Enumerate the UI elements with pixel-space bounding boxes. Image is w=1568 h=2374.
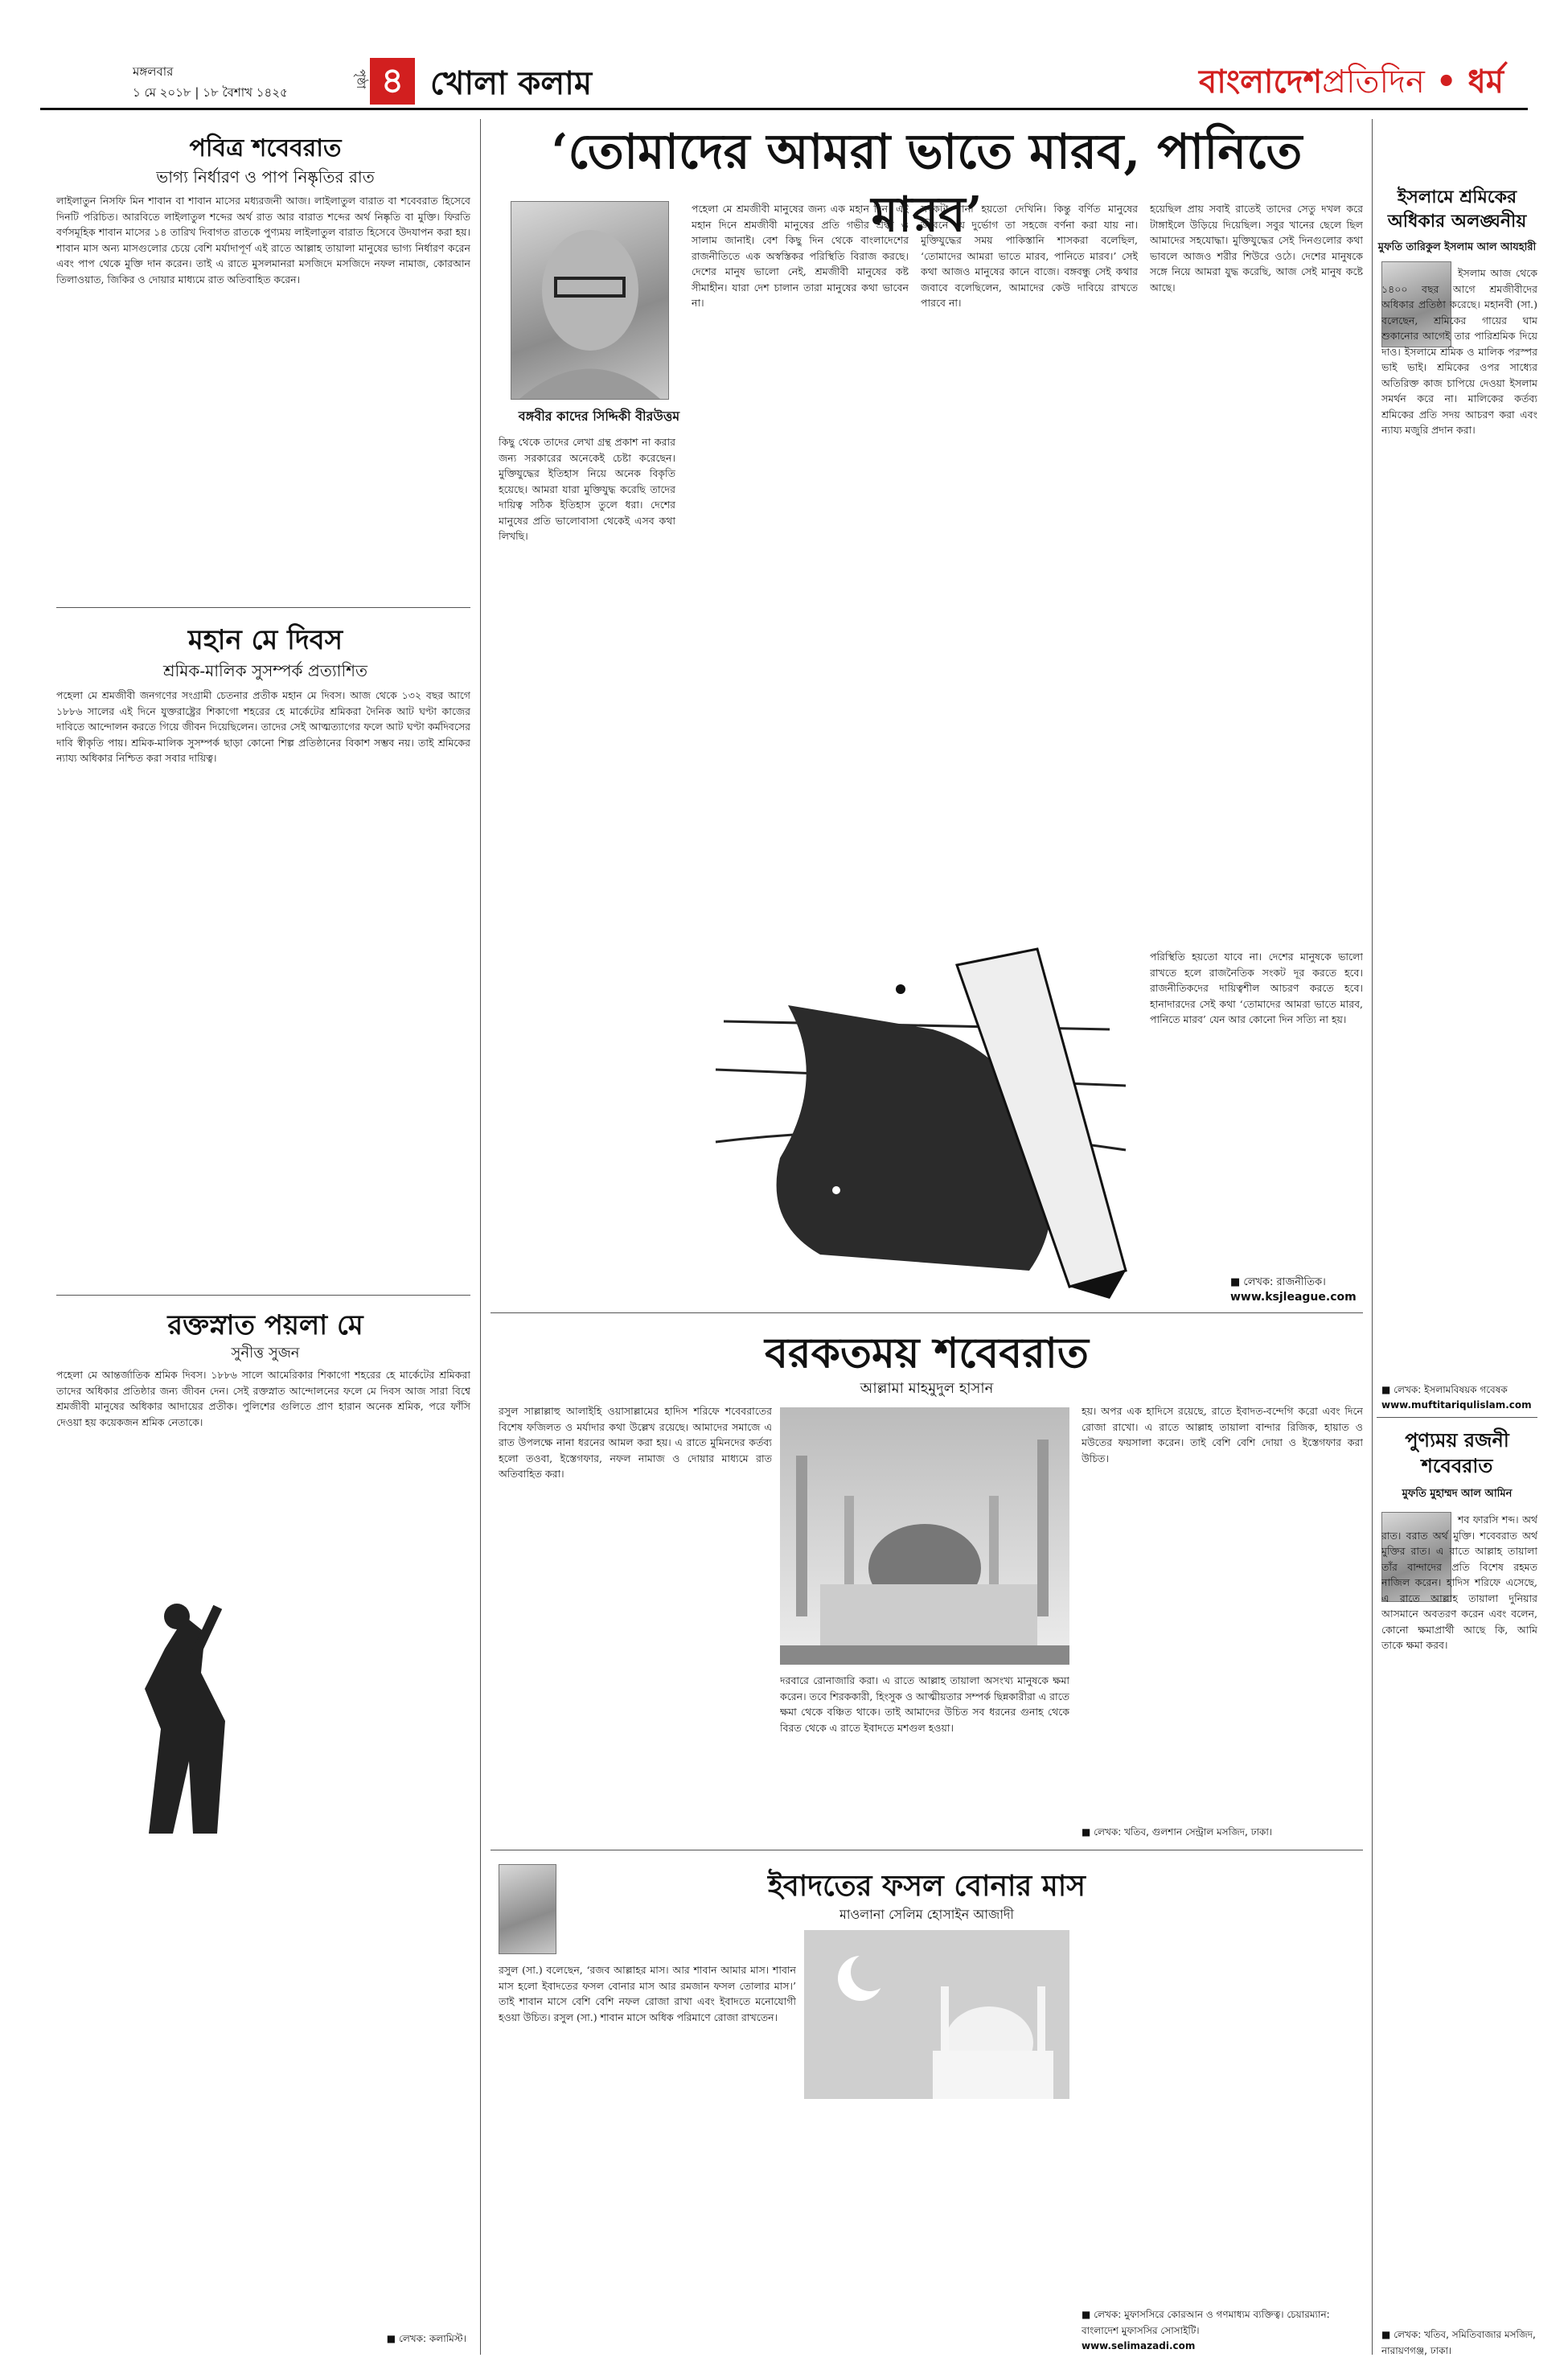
main-body-col3b: পরিস্থিতি হয়তো যাবে না। দেশের মানুষকে ভালো রাখতে হলে রাজনৈতিক সংকট দূর করতে হবে। রাজনীতিকদের দায়িত্বশীল আচরণ করতে হবে। হানাদারদের সেই কথা ‘তোমাদের আমরা ভাতে মারব, পানিতে মারব’ যেন আর কোনো দিন সত্যি না হয়।	[1150, 951, 1363, 1025]
bottom-article-2-title: ইবাদতের ফসল বোনার মাস	[768, 1869, 1086, 1903]
masthead	[1199, 56, 1504, 110]
bottom-article-2-body: রসুল (সা.) বলেছেন, ‘রজব আল্লাহর মাস। আর শাবান আমার মাস। শাবান মাস হলো ইবাদতের ফসল বোনার মাস আর রমজান ফসল তোলার মাস।’ তাই শাবান মাসে বেশি বেশি নফল রোজা রাখা এবং ইবাদতে মনোযোগী হওয়া উচিত। রসুল (সা.) শাবান মাসে অধিক পরিমাণে রোজা রাখতেন।	[499, 1964, 796, 2023]
bottom-article-1-title: বরকতময় শবেবরাত	[765, 1329, 1089, 1378]
moon-mosque-image	[804, 1930, 1069, 2099]
main-body-col2: সবকটা ধানা হয়তো দেখিনি। কিন্তু বর্ণিত মানুষের জীবনে যে দুর্ভোগ তা সহজে বর্ণনা করা যায় না। মুক্তিযুদ্ধের সময় পাকিস্তানি শাসকরা বলেছিল, ‘তোমাদের আমরা ভাতে মারব, পানিতে মারব।’ সেই কথা আজও মানুষের কানে বাজে। বঙ্গবন্ধু সেই কথার জবাবে বলেছিলেন, আমাদের কেউ দাবিয়ে রাখতে পারবে না।	[921, 203, 1138, 309]
right-article-1-footer: ■ লেখক: ইসলামবিষয়ক গবেষক	[1381, 1384, 1508, 1395]
brand-part-b: প্রতিদিন	[1322, 64, 1425, 101]
rule	[56, 1295, 470, 1296]
article-1-body: লাইলাতুন নিসফি মিন শাবান বা শাবান মাসের মধ্যরজনী আজ। লাইলাতুল বারাত বা শবেবরাত হিসেবে দিনটি পরিচিত। আরবিতে লাইলাতুল শব্দের অর্থ রাত আর বারাত শব্দের অর্থ নিষ্কৃতি বা মুক্তি। ফিরতি বর্ণসমূহিক শাবান মাসের ১৪ তারিখ দিবাগত রাতকে পুণ্যময় লাইলাতুল বারাত হিসেবে উদযাপন করা হয়। শাবান মাস অন্য মাসগুলোর চেয়ে বেশি মর্যাদাপূর্ণ এই রাতে আল্লাহ তায়ালা মানুষের ভাগ্য নির্ধারণ করেন এবং পাপ থেকে মুক্তি দান করেন। তাই এ রাতে মুসলমানরা মসজিদে মসজিদে নফল নামাজ, কোরআন তিলাওয়াত, জিকির ও দোয়ার মাধ্যমে রাত অতিবাহিত করেন।	[56, 195, 470, 285]
main-website: www.ksjleague.com	[1230, 1291, 1357, 1304]
column-divider-right	[1372, 119, 1373, 2355]
bottom-article-1-body-c: হয়। অপর এক হাদিসে রয়েছে, রাতে ইবাদত-বন্দেগি করো এবং দিনে রোজা রাখো। এ রাতে আল্লাহ তায়ালা বান্দার রিজিক, হায়াত ও মউতের ফয়সালা করেন। তাই বেশি বেশি দোয়া ও ইস্তেগফার করা উচিত।	[1082, 1405, 1363, 1464]
bottom-article-1-footer: ■ লেখক: খতিব, গুলশান সেন্ট্রাল মসজিদ, ঢাকা।	[1082, 1826, 1273, 1838]
main-body-col1: পহেলা মে শ্রমজীবী মানুষের জন্য এক মহান দিন। এই মহান দিনে শ্রমজীবী মানুষের প্রতি গভীর শ্রদ্ধা ও সালাম জানাই। বেশ কিছু দিন থেকে বাংলাদেশের রাজনীতিতে এক অস্বস্তিকর পরিস্থিতি বিরাজ করছে। দেশের মানুষ ভালো নেই, শ্রমজীবী মানুষের কষ্ট সীমাহীন। যারা দেশ চালান তারা মানুষের কথা ভাবেন না।	[692, 203, 909, 309]
article-2-title: মহান মে দিবস	[187, 624, 343, 656]
worker-silhouette-illustration	[129, 1600, 249, 1842]
article-1-title: পবিত্র শবেবরাত	[189, 134, 342, 162]
main-headline: ‘তোমাদের আমরা ভাতে মারব, পানিতে মারব’	[551, 124, 1303, 243]
page-label: পৃষ্ঠা	[354, 69, 368, 89]
header-rule	[40, 108, 1528, 110]
right-article-1-title: ইসলামে শ্রমিকের অধিকার অলঙ্ঘনীয়	[1387, 187, 1527, 232]
portrait-icon	[511, 202, 668, 399]
right-article-1-body: ইসলাম আজ থেকে ১৪০০ বছর আগে শ্রমজীবীদের অধিকার প্রতিষ্ঠা করেছে। মহানবী (সা.) বলেছেন, শ্রমিকের গায়ের ঘাম শুকানোর আগেই তার পারিশ্রমিক দিয়ে দাও। ইসলামে শ্রমিক ও মালিক পরস্পর ভাই ভাই। শ্রমিকের ওপর সাধ্যের অতিরিক্ত কাজ চাপিয়ে দেওয়া ইসলাম সমর্থন করে না। মালিকের কর্তব্য শ্রমিকের প্রতি সদয় আচরণ করা এবং ন্যায্য মজুরি প্রদান করা।	[1381, 267, 1537, 436]
pen-barbed-wire-illustration	[692, 933, 1142, 1303]
right-article-2-title: পুণ্যময় রজনী শবেবরাত	[1405, 1428, 1509, 1477]
section-title: খোলা কলাম	[430, 65, 593, 102]
brand-part-a: বাংলাদেশ	[1199, 64, 1323, 101]
topic-label: ধর্ম	[1467, 64, 1504, 101]
bottom-article-1-body-a: রসুল সাল্লাল্লাহু আলাইহি ওয়াসাল্লামের হাদিস শরিফে শবেবরাতের বিশেষ ফজিলত ও মর্যাদার কথা উল্লেখ রয়েছে। আমাদের সমাজে এ রাত উপলক্ষে নানা ধরনের আমল করা হয়। এ রাতে মুমিনদের কর্তব্য হলো তওবা, ইস্তেগফার, নফল নামাজ ও দোয়ার মাধ্যমে রাত অতিবাহিত করা।	[499, 1405, 772, 1480]
bottom-article-1-body-b: দরবারে রোনাজারি করা। এ রাতে আল্লাহ তায়ালা অসংখ্য মানুষকে ক্ষমা করেন। তবে শিরককারী, হিংসুক ও আত্মীয়তার সম্পর্ক ছিন্নকারীরা এ রাতে ক্ষমা থেকে বঞ্চিত থাকে। তাই আমাদের উচিত সব ধরনের গুনাহ থেকে বিরত থেকে এ রাতে ইবাদতে মশগুল হওয়া।	[780, 1674, 1069, 1734]
weekday: মঙ্গলবার	[133, 64, 174, 79]
main-body-col3: হয়েছিল প্রায় সবাই রাতেই তাদের সেতু দখল করে টাঙ্গাইলে উড়িয়ে দিয়েছিল। সবুর খানের ছেলে ছিল আমাদের সহযোদ্ধা। মুক্তিযুদ্ধের সেই দিনগুলোর কথা ভাবলে আজও শরীর শিউরে ওঠে। দেশের মানুষকে সঙ্গে নিয়ে আমরা যুদ্ধ করেছি, আজ সেই মানুষ কষ্টে আছে।	[1150, 203, 1363, 294]
article-1-subtitle: ভাগ্য নির্ধারণ ও পাপ নিষ্কৃতির রাত	[156, 167, 375, 187]
article-3-body: পহেলা মে আন্তর্জাতিক শ্রমিক দিবস। ১৮৮৬ সালে আমেরিকার শিকাগো শহরের হে মার্কেটের শ্রমিকরা তাদের অধিকার প্রতিষ্ঠার জন্য জীবন দেন। সেই রক্তস্নাত আন্দোলনের ফলে মে দিবস আজ সারা বিশ্বে শ্রমজীবী মানুষের অধিকার আদায়ের প্রতীক। পুলিশের গুলিতে প্রাণ হারান অনেক শ্রমিক, পরে ফাঁসি দেওয়া হয় কয়েকজন শ্রমিক নেতাকে।	[56, 1369, 470, 1428]
main-body-col0: কিছু থেকে তাদের লেখা গ্রন্থ প্রকাশ না করার জন্য সরকারের অনেকেই চেষ্টা করেছেন। মুক্তিযুদ্ধের ইতিহাস নিয়ে অনেক বিকৃতি হয়েছে। আমরা যারা মুক্তিযুদ্ধ করেছি তাদের দায়িত্ব সঠিক ইতিহাস তুলে ধরা। দেশের মানুষের প্রতি ভালোবাসা থেকেই এসব কথা লিখছি।	[499, 436, 675, 542]
bottom-article-1-author: আল্লামা মাহমুদুল হাসান	[860, 1380, 994, 1397]
right-article-2-footer: ■ লেখক: খতিব, সমিতিবাজার মসজিদ, নারায়ণগঞ্জ, ঢাকা।	[1381, 2329, 1536, 2356]
brand-dot: •	[1435, 64, 1457, 101]
article-3-author: সুনীত্ত সুজন	[231, 1345, 300, 1362]
rule	[491, 1312, 1363, 1313]
rule	[56, 607, 470, 608]
article-3-title: রক্তস্নাত পয়লা মে	[167, 1309, 363, 1341]
column-divider-left	[480, 119, 481, 2355]
main-author: বঙ্গবীর কাদের সিদ্দিকী বীরউত্তম	[518, 409, 680, 424]
right-article-2-author: মুফতি মুহাম্মদ আল আমিন	[1402, 1488, 1513, 1500]
article-3-footer: ■ লেখক: কলামিস্ট।	[386, 2333, 466, 2344]
right-article-1-author: মুফতি তারিকুল ইসলাম আল আযহারী	[1377, 241, 1537, 253]
bottom-article-2-web: www.selimazadi.com	[1082, 2340, 1196, 2351]
right-article-1-web: www.muftitariqulislam.com	[1381, 1399, 1532, 1411]
main-writer: ■ লেখক: রাজনীতিক।	[1230, 1276, 1326, 1288]
right-article-2-body: শব ফারসি শব্দ। অর্থ রাত। বরাত অর্থ মুক্তি। শবেবরাত অর্থ মুক্তির রাত। এ রাতে আল্লাহ তায়ালা তাঁর বান্দাদের প্রতি বিশেষ রহমত নাজিল করেন। হাদিস শরিফে এসেছে, এ রাতে আল্লাহ তায়ালা দুনিয়ার আসমানে অবতরণ করেন এবং বলেন, কোনো ক্ষমাপ্রার্থী আছে কি, আমি তাকে ক্ষমা করব।	[1381, 1514, 1537, 1651]
rule	[1377, 1417, 1537, 1418]
date-line: ১ মে ২০১৮ | ১৮ বৈশাখ ১৪২৫	[133, 85, 288, 100]
article-2-subtitle: শ্রমিক-মালিক সুসম্পর্ক প্রত্যাশিত	[162, 661, 368, 680]
bottom-article-2-body-cont	[1082, 1930, 1363, 2292]
bottom-article-2-footer: ■ লেখক: মুফাসসিরে কোরআন ও গণমাধ্যম ব্যক্তিত্ব। চেয়ারম্যান: বাংলাদেশ মুফাসসির সোসাইটি।	[1082, 2309, 1330, 2336]
author-photo-b2	[499, 1864, 556, 1954]
mosque-image	[780, 1407, 1069, 1665]
article-2-body: পহেলা মে শ্রমজীবী জনগণের সংগ্রামী চেতনার প্রতীক মহান মে দিবস। আজ থেকে ১৩২ বছর আগে ১৮৮৬ সালের এই দিনে যুক্তরাষ্ট্রের শিকাগো শহরের হে মার্কেটের শ্রমিকরা দৈনিক আট ঘণ্টা কাজের দাবিতে আন্দোলন করতে গিয়ে জীবন দিয়েছিলেন। তাদের সেই আত্মত্যাগের ফলে আট ঘণ্টা কর্মদিবসের দাবি স্বীকৃতি পায়। শ্রমিক-মালিক সুসম্পর্ক ছাড়া কোনো শিল্প প্রতিষ্ঠানের বিকাশ সম্ভব নয়। তাই শ্রমিকের ন্যায্য অধিকার নিশ্চিত করা সবার দায়িত্ব।	[56, 689, 470, 764]
page-number-badge: ৪	[370, 58, 415, 105]
author-photo	[511, 201, 669, 400]
bottom-article-2-author: মাওলানা সেলিম হোসাইন আজাদী	[839, 1907, 1014, 1922]
